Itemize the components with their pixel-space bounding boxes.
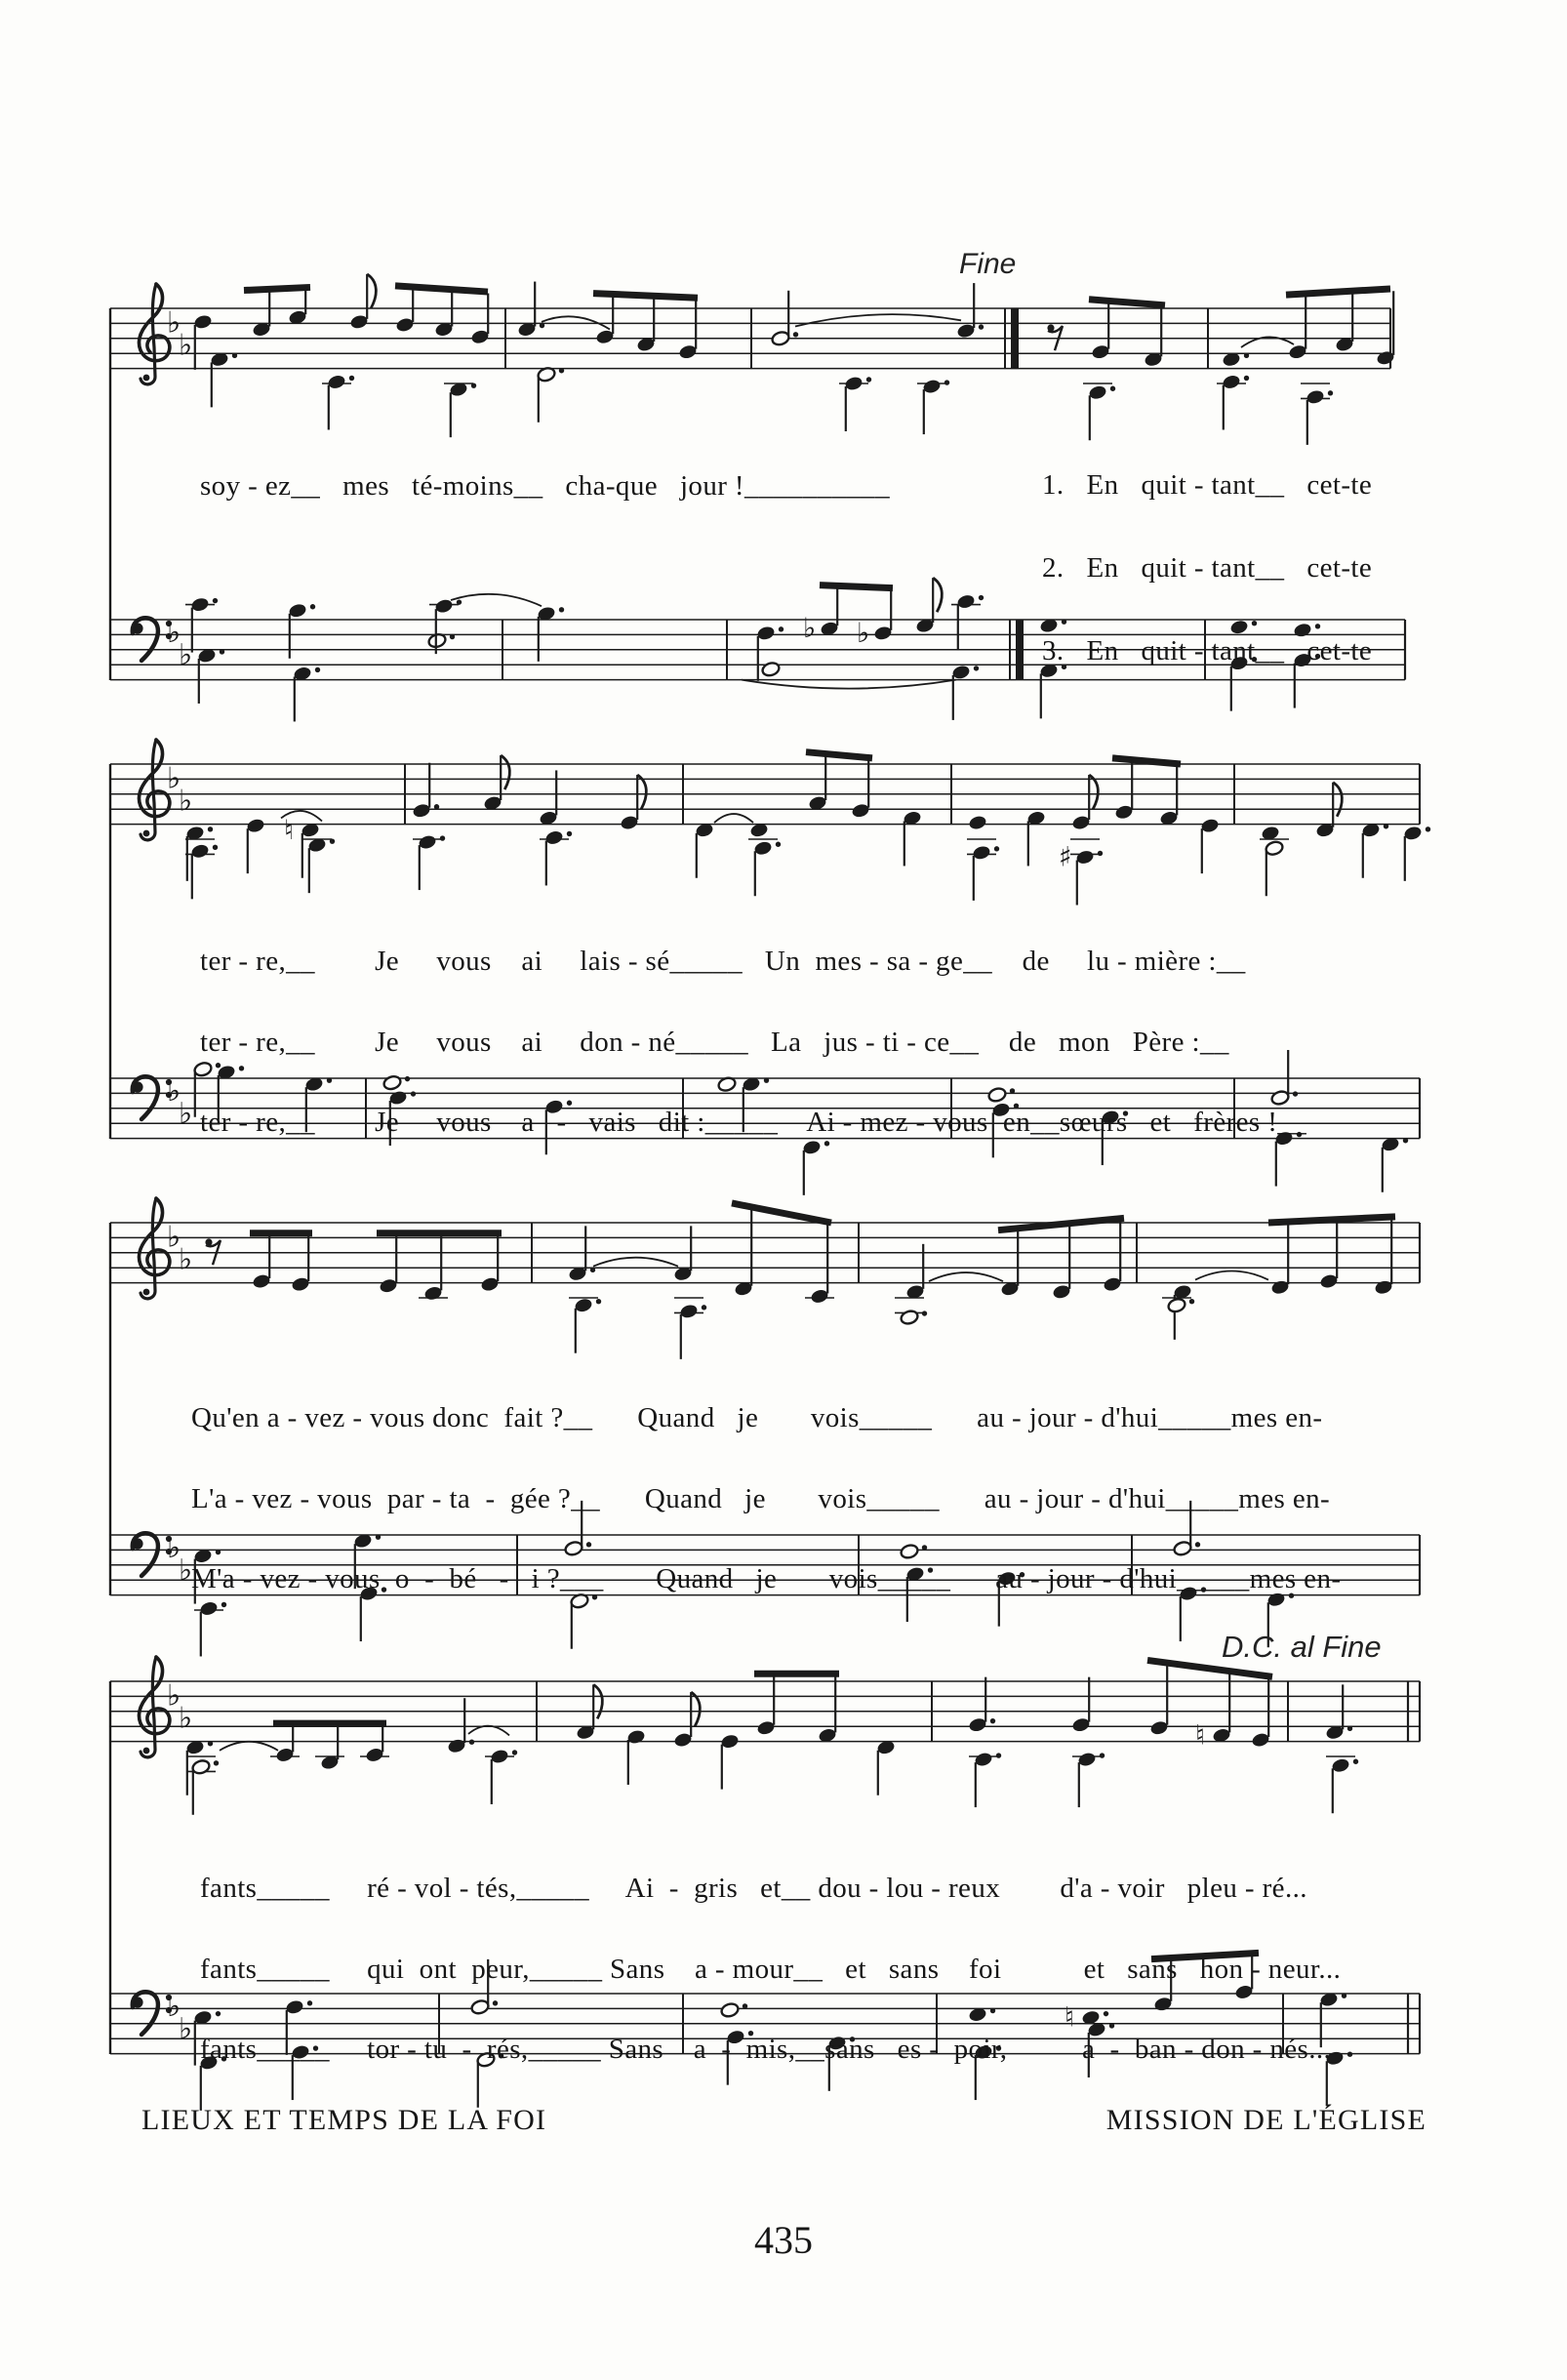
svg-text:♭: ♭	[167, 305, 181, 341]
lyric-line: ter - re,__ Je vous ai don - né_____ La jus - ti - ce__ de mon Père :__	[200, 1026, 1229, 1058]
svg-text:♯: ♯	[1059, 840, 1072, 873]
lyric-line: ter - re,__ Je vous ai lais - sé_____ Un mes - sa - ge__ de lu - mière :__	[200, 946, 1246, 977]
page-number: 435	[754, 2218, 813, 2262]
verse-2: 2. En quit - tant__ cet-te	[1042, 552, 1373, 584]
svg-text:♭: ♭	[167, 761, 181, 796]
svg-text:♭: ♭	[167, 1073, 181, 1109]
verse-3: 3. En quit - tant__ cet-te	[1042, 635, 1373, 666]
svg-text:♭: ♭	[179, 1242, 193, 1277]
svg-text:♮: ♮	[284, 813, 295, 846]
lyric-line: Qu'en a - vez - vous donc fait ?__ Quand je vois_____ au - jour - d'hui_____mes en-	[191, 1402, 1323, 1433]
svg-text:♭: ♭	[179, 1553, 193, 1588]
svg-text:♭: ♭	[179, 637, 193, 672]
footer-section-left: LIEUX ET TEMPS DE LA FOI	[141, 2104, 547, 2136]
svg-text:♭: ♭	[179, 1701, 193, 1736]
footer-section-right: MISSION DE L'ÉGLISE	[1105, 2104, 1426, 2136]
svg-text:♭: ♭	[167, 1678, 181, 1714]
svg-text:♭: ♭	[179, 784, 193, 819]
svg-text:♭: ♭	[857, 616, 870, 649]
svg-text:♭: ♭	[167, 1530, 181, 1565]
lyric-line: fants_____ tor - tu - rés,_____ Sans a - mis,__sans es - poir, a - ban - don - nés...	[200, 2034, 1332, 2065]
verse-list	[1042, 426, 1372, 710]
lyrics-system-3	[191, 1360, 1341, 1637]
svg-text:♭: ♭	[167, 1989, 181, 2024]
svg-text:♮: ♮	[1065, 2000, 1075, 2034]
svg-text:♭: ♭	[803, 612, 817, 645]
lyric-line: M'a - vez - vous o - bé - i ?___ Quand je vois_____ au - jour - d'hui_____mes en-	[191, 1563, 1342, 1594]
dc-al-fine-marking: D.C. al Fine	[1222, 1630, 1382, 1664]
lyric-line: L'a - vez - vous par - ta - gée ?__ Quand je vois_____ au - jour - d'hui_____mes en-	[191, 1482, 1331, 1514]
lyrics-system-4	[200, 1831, 1341, 2108]
svg-text:♮: ♮	[1195, 1718, 1206, 1752]
svg-text:♭: ♭	[179, 328, 193, 363]
svg-text:♭: ♭	[167, 615, 181, 650]
svg-text:♭: ♭	[179, 1096, 193, 1131]
verse-1: 1. En quit - tant__ cet-te	[1042, 469, 1373, 501]
lyric-line: fants_____ ré - vol - tés,_____ Ai - gris et__ dou - lou - reux d'a - voir pleu - ré...	[200, 1873, 1307, 1904]
lyric-line: fants_____ qui ont peur,_____ Sans a - mour__ et sans foi et sans hon - neur...	[200, 1953, 1342, 1985]
svg-text:♭: ♭	[167, 1220, 181, 1255]
lyrics-system-2	[200, 904, 1306, 1181]
lyric-line-refrain: soy - ez__ mes té-moins__ cha-que jour !__________	[200, 470, 890, 502]
fine-marking: Fine	[959, 248, 1017, 280]
svg-text:♭: ♭	[179, 2011, 193, 2046]
lyric-line: ter - re,__ Je vous a - vais dit :_____ Ai - mez - vous en__sœurs et frères !__	[200, 1107, 1307, 1138]
